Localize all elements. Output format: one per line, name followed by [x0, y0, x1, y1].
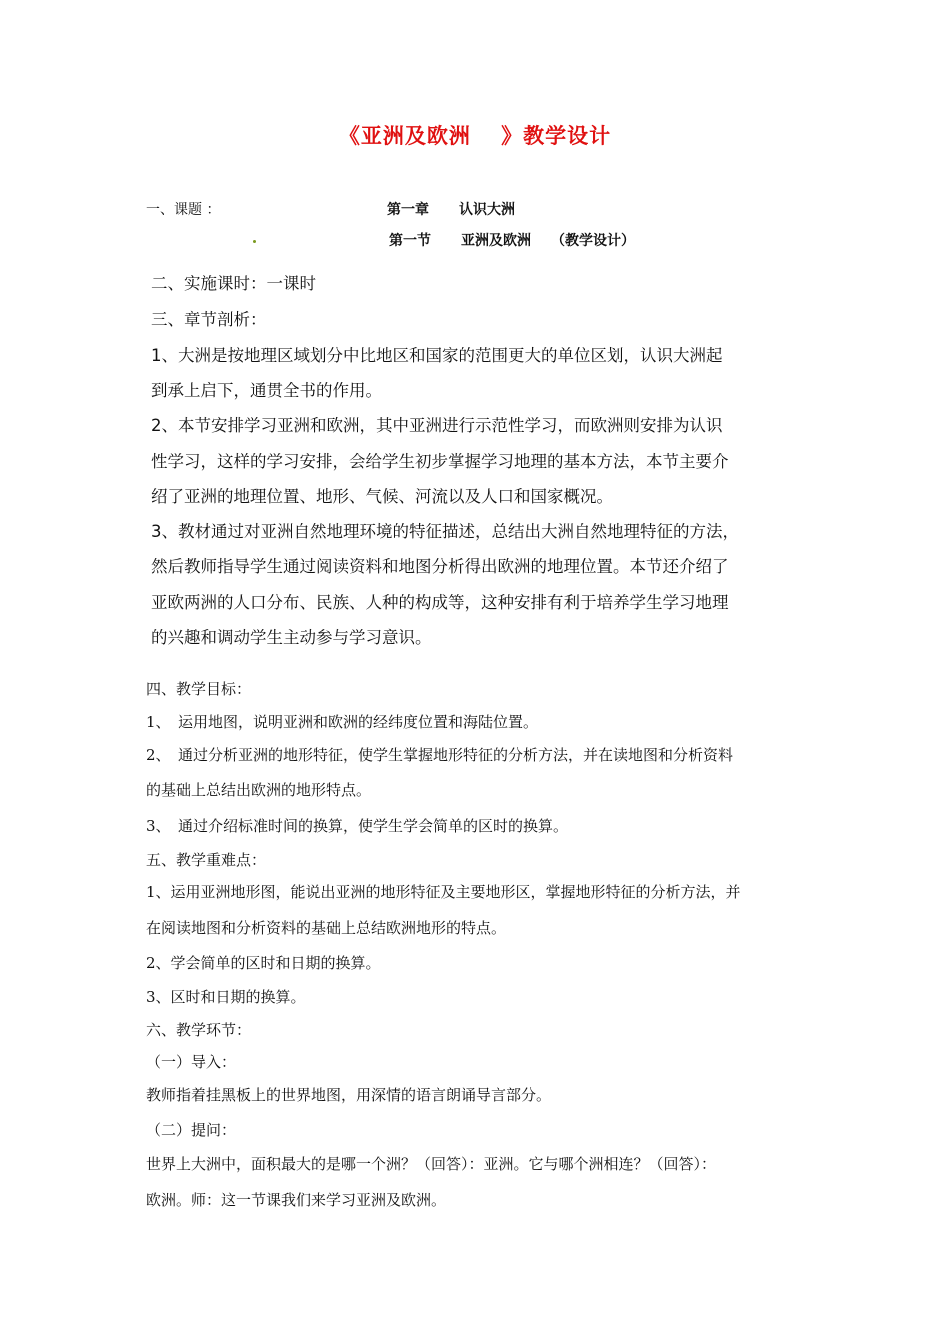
chapter-name: 认识大洲 — [459, 202, 515, 218]
section-4-line: 3、 通过介绍标准时间的换算，使学生学会简单的区时的换算。 — [146, 817, 569, 835]
section-4-line: 2、 通过分析亚洲的地形特征，使学生掌握地形特征的分析方法，并在读地图和分析资料 — [146, 746, 734, 764]
section-line — [389, 230, 635, 250]
section-6-line: （一）导入： — [146, 1053, 237, 1071]
section-4-line: 的基础上总结出欧洲的地形特点。 — [146, 781, 372, 799]
section-3-line: 的兴趣和调动学生主动参与学习意识。 — [151, 628, 432, 647]
section-3-line: 2、本节安排学习亚洲和欧洲，其中亚洲进行示范性学习，而欧洲则安排为认识 — [151, 416, 723, 435]
section-5-line: 2、学会简单的区时和日期的换算。 — [146, 954, 381, 972]
section-4-heading: 四、教学目标： — [146, 680, 252, 698]
section-6-line: 世界上大洲中，面积最大的是哪一个洲？（回答）：亚洲。它与哪个洲相连？（回答）： — [146, 1155, 717, 1173]
section-5-line: 3、区时和日期的换算。 — [146, 988, 306, 1006]
topic-label: 一、课题 ： — [146, 202, 221, 218]
document-title: 《亚洲及欧洲 》教学设计 — [338, 124, 612, 148]
section-3-line: 到承上启下，通贯全书的作用。 — [151, 381, 382, 400]
section-3-line: 1、大洲是按地理区域划分中比地区和国家的范围更大的单位区划，认识大洲起 — [151, 346, 723, 365]
section-3-line: 然后教师指导学生通过阅读资料和地图分析得出欧洲的地理位置。本节还介绍了 — [151, 557, 729, 576]
section-6-line: （二）提问： — [146, 1121, 237, 1139]
section-6-heading: 六、教学环节： — [146, 1021, 252, 1039]
section-5-line: 1、运用亚洲地形图，能说出亚洲的地形特征及主要地形区，掌握地形特征的分析方法，并 — [146, 883, 741, 901]
section-6-line: 教师指着挂黑板上的世界地图，用深情的语言朗诵导言部分。 — [146, 1086, 552, 1104]
section-3-heading: 三、章节剖析： — [151, 310, 267, 329]
section-name: 亚洲及欧洲 — [461, 233, 531, 249]
section-3-line: 绍了亚洲的地理位置、地形、气候、河流以及人口和国家概况。 — [151, 487, 613, 506]
section-3-line: 性学习，这样的学习安排，会给学生初步掌握学习地理的基本方法，本节主要介 — [151, 452, 729, 471]
section-note: （教学设计） — [551, 233, 635, 249]
section-2-line: 二、实施课时：一课时 — [151, 274, 316, 293]
section-6-line: 欧洲。师：这一节课我们来学习亚洲及欧洲。 — [146, 1191, 447, 1209]
chapter-line — [387, 199, 515, 219]
section-3-line: 3、教材通过对亚洲自然地理环境的特征描述，总结出大洲自然地理特征的方法， — [151, 522, 739, 541]
chapter-number: 第一章 — [387, 202, 429, 218]
section-5-heading: 五、教学重难点： — [146, 851, 267, 869]
section-number: 第一节 — [389, 233, 431, 249]
stray-mark — [253, 240, 256, 243]
section-4-line: 1、 运用地图，说明亚洲和欧洲的经纬度位置和海陆位置。 — [146, 713, 539, 731]
section-3-line: 亚欧两洲的人口分布、民族、人种的构成等，这种安排有利于培养学生学习地理 — [151, 593, 729, 612]
section-5-line: 在阅读地图和分析资料的基础上总结欧洲地形的特点。 — [146, 919, 507, 937]
